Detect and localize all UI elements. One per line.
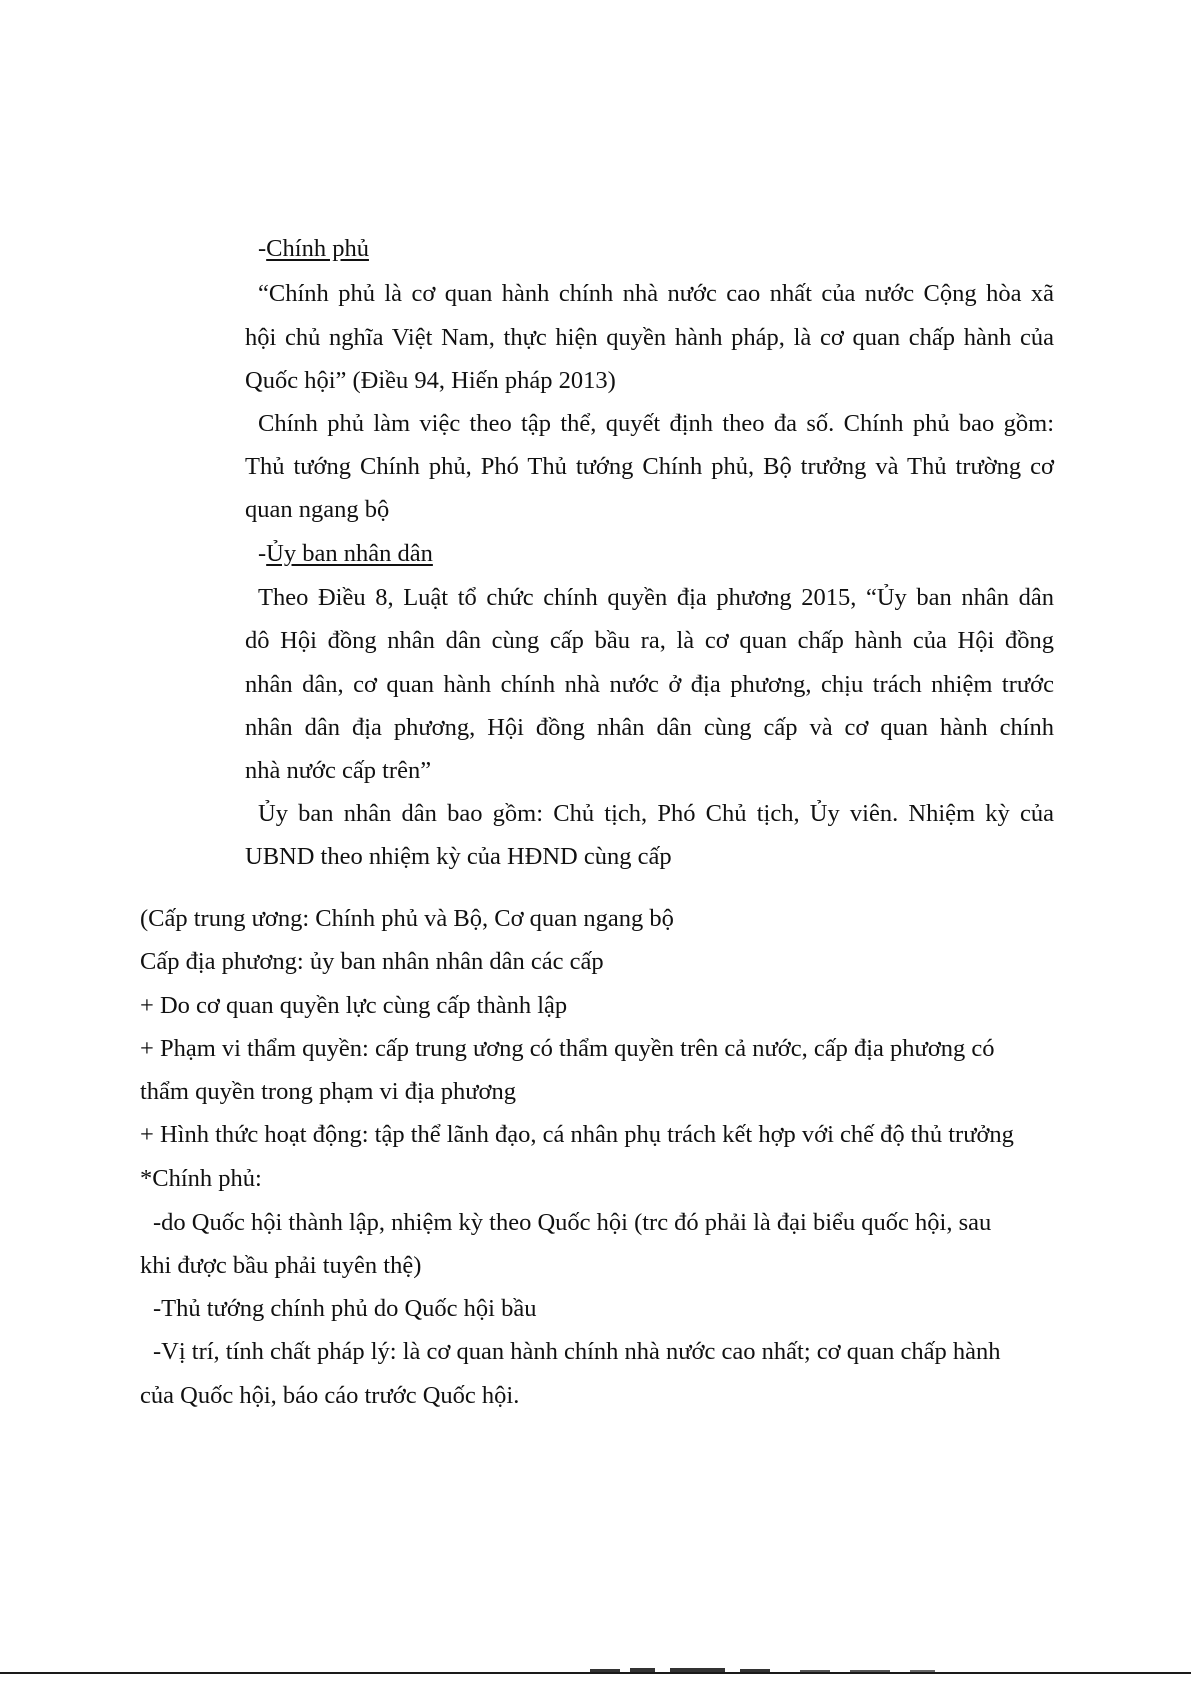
paragraph-line: nhà nước cấp trên” bbox=[245, 757, 432, 784]
section-heading-peoples-committee bbox=[258, 539, 433, 569]
paragraph-line: UBND theo nhiệm kỳ của HĐND cùng cấp bbox=[245, 843, 672, 870]
paragraph-line: nhân dân địa phương, Hội đồng nhân dân cùng cấp và cơ quan hành chính bbox=[245, 714, 1054, 741]
section-heading-government bbox=[258, 234, 369, 264]
note-line: (Cấp trung ương: Chính phủ và Bộ, Cơ quan ngang bộ bbox=[140, 905, 674, 932]
heading-text: Ủy ban nhân dân bbox=[266, 540, 433, 567]
note-line: Cấp địa phương: ủy ban nhân nhân dân các cấp bbox=[140, 948, 604, 975]
note-line: *Chính phủ: bbox=[140, 1165, 262, 1192]
note-line: -Thủ tướng chính phủ do Quốc hội bầu bbox=[153, 1295, 537, 1322]
note-line: + Phạm vi thẩm quyền: cấp trung ương có thẩm quyền trên cả nước, cấp địa phương có bbox=[140, 1035, 995, 1062]
heading-text: Chính phủ bbox=[266, 235, 369, 262]
note-line: -Vị trí, tính chất pháp lý: là cơ quan hành chính nhà nước cao nhất; cơ quan chấp hành bbox=[153, 1338, 1001, 1365]
note-line: -do Quốc hội thành lập, nhiệm kỳ theo Quốc hội (trc đó phải là đại biểu quốc hội, sau bbox=[153, 1209, 992, 1236]
paragraph-line: nhân dân, cơ quan hành chính nhà nước ở địa phương, chịu trách nhiệm trước bbox=[245, 671, 1054, 698]
heading-prefix: - bbox=[258, 540, 267, 567]
note-line: khi được bầu phải tuyên thệ) bbox=[140, 1252, 422, 1279]
note-line: của Quốc hội, báo cáo trước Quốc hội. bbox=[140, 1382, 520, 1409]
paragraph-line: Thủ tướng Chính phủ, Phó Thủ tướng Chính phủ, Bộ trưởng và Thủ trường cơ bbox=[245, 453, 1054, 480]
paragraph-line: Quốc hội” (Điều 94, Hiến pháp 2013) bbox=[245, 367, 616, 394]
paragraph-line: Ủy ban nhân dân bao gồm: Chủ tịch, Phó Chủ tịch, Ủy viên. Nhiệm kỳ của bbox=[258, 800, 1054, 827]
heading-prefix: - bbox=[258, 235, 267, 262]
paragraph-line: Chính phủ làm việc theo tập thể, quyết định theo đa số. Chính phủ bao gồm: bbox=[258, 410, 1054, 437]
paragraph-line: Theo Điều 8, Luật tổ chức chính quyền địa phương 2015, “Ủy ban nhân dân bbox=[258, 584, 1054, 611]
note-line: + Do cơ quan quyền lực cùng cấp thành lập bbox=[140, 992, 568, 1019]
paragraph-line: “Chính phủ là cơ quan hành chính nhà nước cao nhất của nước Cộng hòa xã bbox=[258, 280, 1054, 307]
note-line: + Hình thức hoạt động: tập thể lãnh đạo, cá nhân phụ trách kết hợp với chế độ thủ trưởng bbox=[140, 1121, 1014, 1148]
paragraph-line: dô Hội đồng nhân dân cùng cấp bầu ra, là cơ quan chấp hành của Hội đồng bbox=[245, 627, 1054, 654]
note-line: thẩm quyền trong phạm vi địa phương bbox=[140, 1078, 516, 1105]
paragraph-line: quan ngang bộ bbox=[245, 496, 390, 523]
paragraph-line: hội chủ nghĩa Việt Nam, thực hiện quyền hành pháp, là cơ quan chấp hành của bbox=[245, 324, 1054, 351]
page-bottom-artifacts bbox=[590, 1667, 950, 1673]
